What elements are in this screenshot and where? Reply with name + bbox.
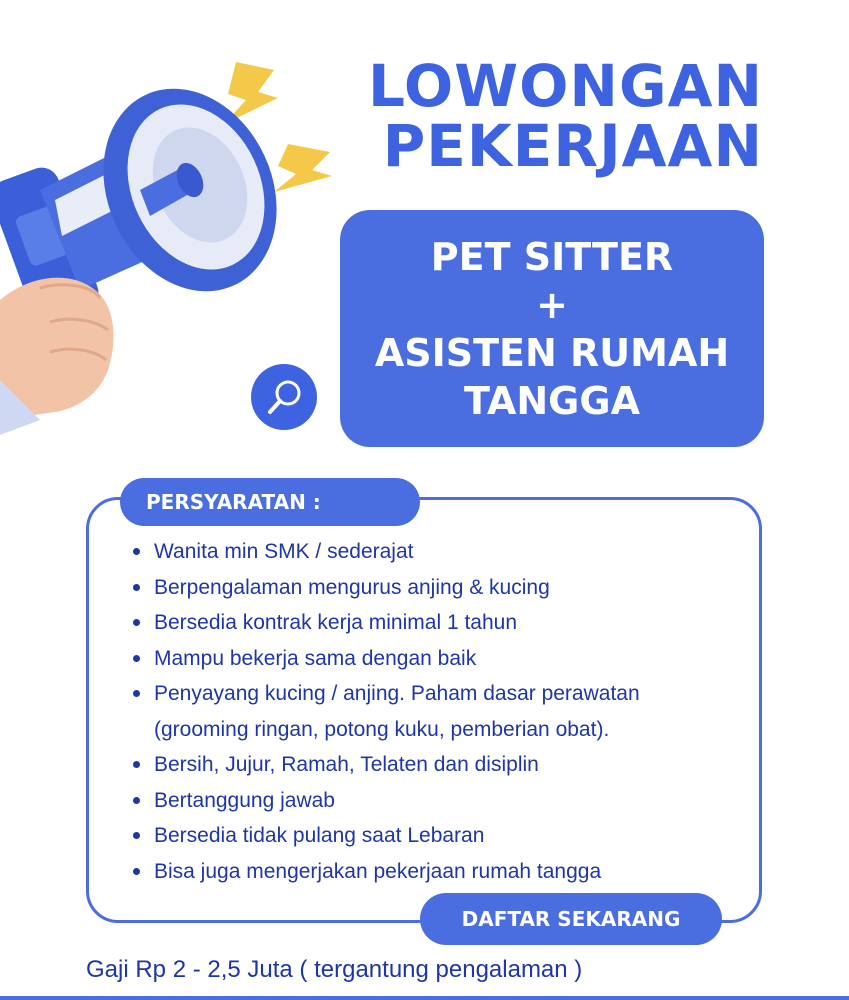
list-item: Berpengalaman mengurus anjing & kucing [130, 570, 640, 606]
lightning-icon [274, 144, 332, 192]
list-item: Bersedia tidak pulang saat Lebaran [130, 818, 640, 854]
page-title [367, 52, 763, 180]
search-icon [251, 364, 317, 430]
register-now-button[interactable]: DAFTAR SEKARANG [420, 893, 722, 945]
title-line-2: PEKERJAAN [382, 112, 763, 180]
title-line-1: LOWONGAN [367, 52, 763, 120]
requirements-list [130, 534, 640, 889]
list-item: Mampu bekerja sama dengan baik [130, 641, 640, 677]
bottom-divider [0, 996, 849, 1000]
salary-text: Gaji Rp 2 - 2,5 Juta ( tergantung pengalaman ) [86, 956, 583, 983]
job-line-1: PET SITTER [430, 234, 674, 279]
job-line-4: TANGGA [464, 378, 640, 423]
list-item: Bisa juga mengerjakan pekerjaan rumah tangga [130, 854, 640, 890]
list-item: Bersih, Jujur, Ramah, Telaten dan disiplin [130, 747, 640, 783]
job-line-2: + [536, 282, 568, 327]
list-item-continuation: (grooming ringan, potong kuku, pemberian obat). [154, 717, 610, 741]
requirements-heading: PERSYARATAN : [120, 478, 420, 526]
list-item: Bersedia kontrak kerja minimal 1 tahun [130, 605, 640, 641]
list-item: Wanita min SMK / sederajat [130, 534, 640, 570]
list-item: Bertanggung jawab [130, 783, 640, 819]
job-title-box [340, 210, 764, 447]
list-item: Penyayang kucing / anjing. Paham dasar perawatan [130, 676, 640, 712]
job-line-3: ASISTEN RUMAH [374, 330, 730, 375]
